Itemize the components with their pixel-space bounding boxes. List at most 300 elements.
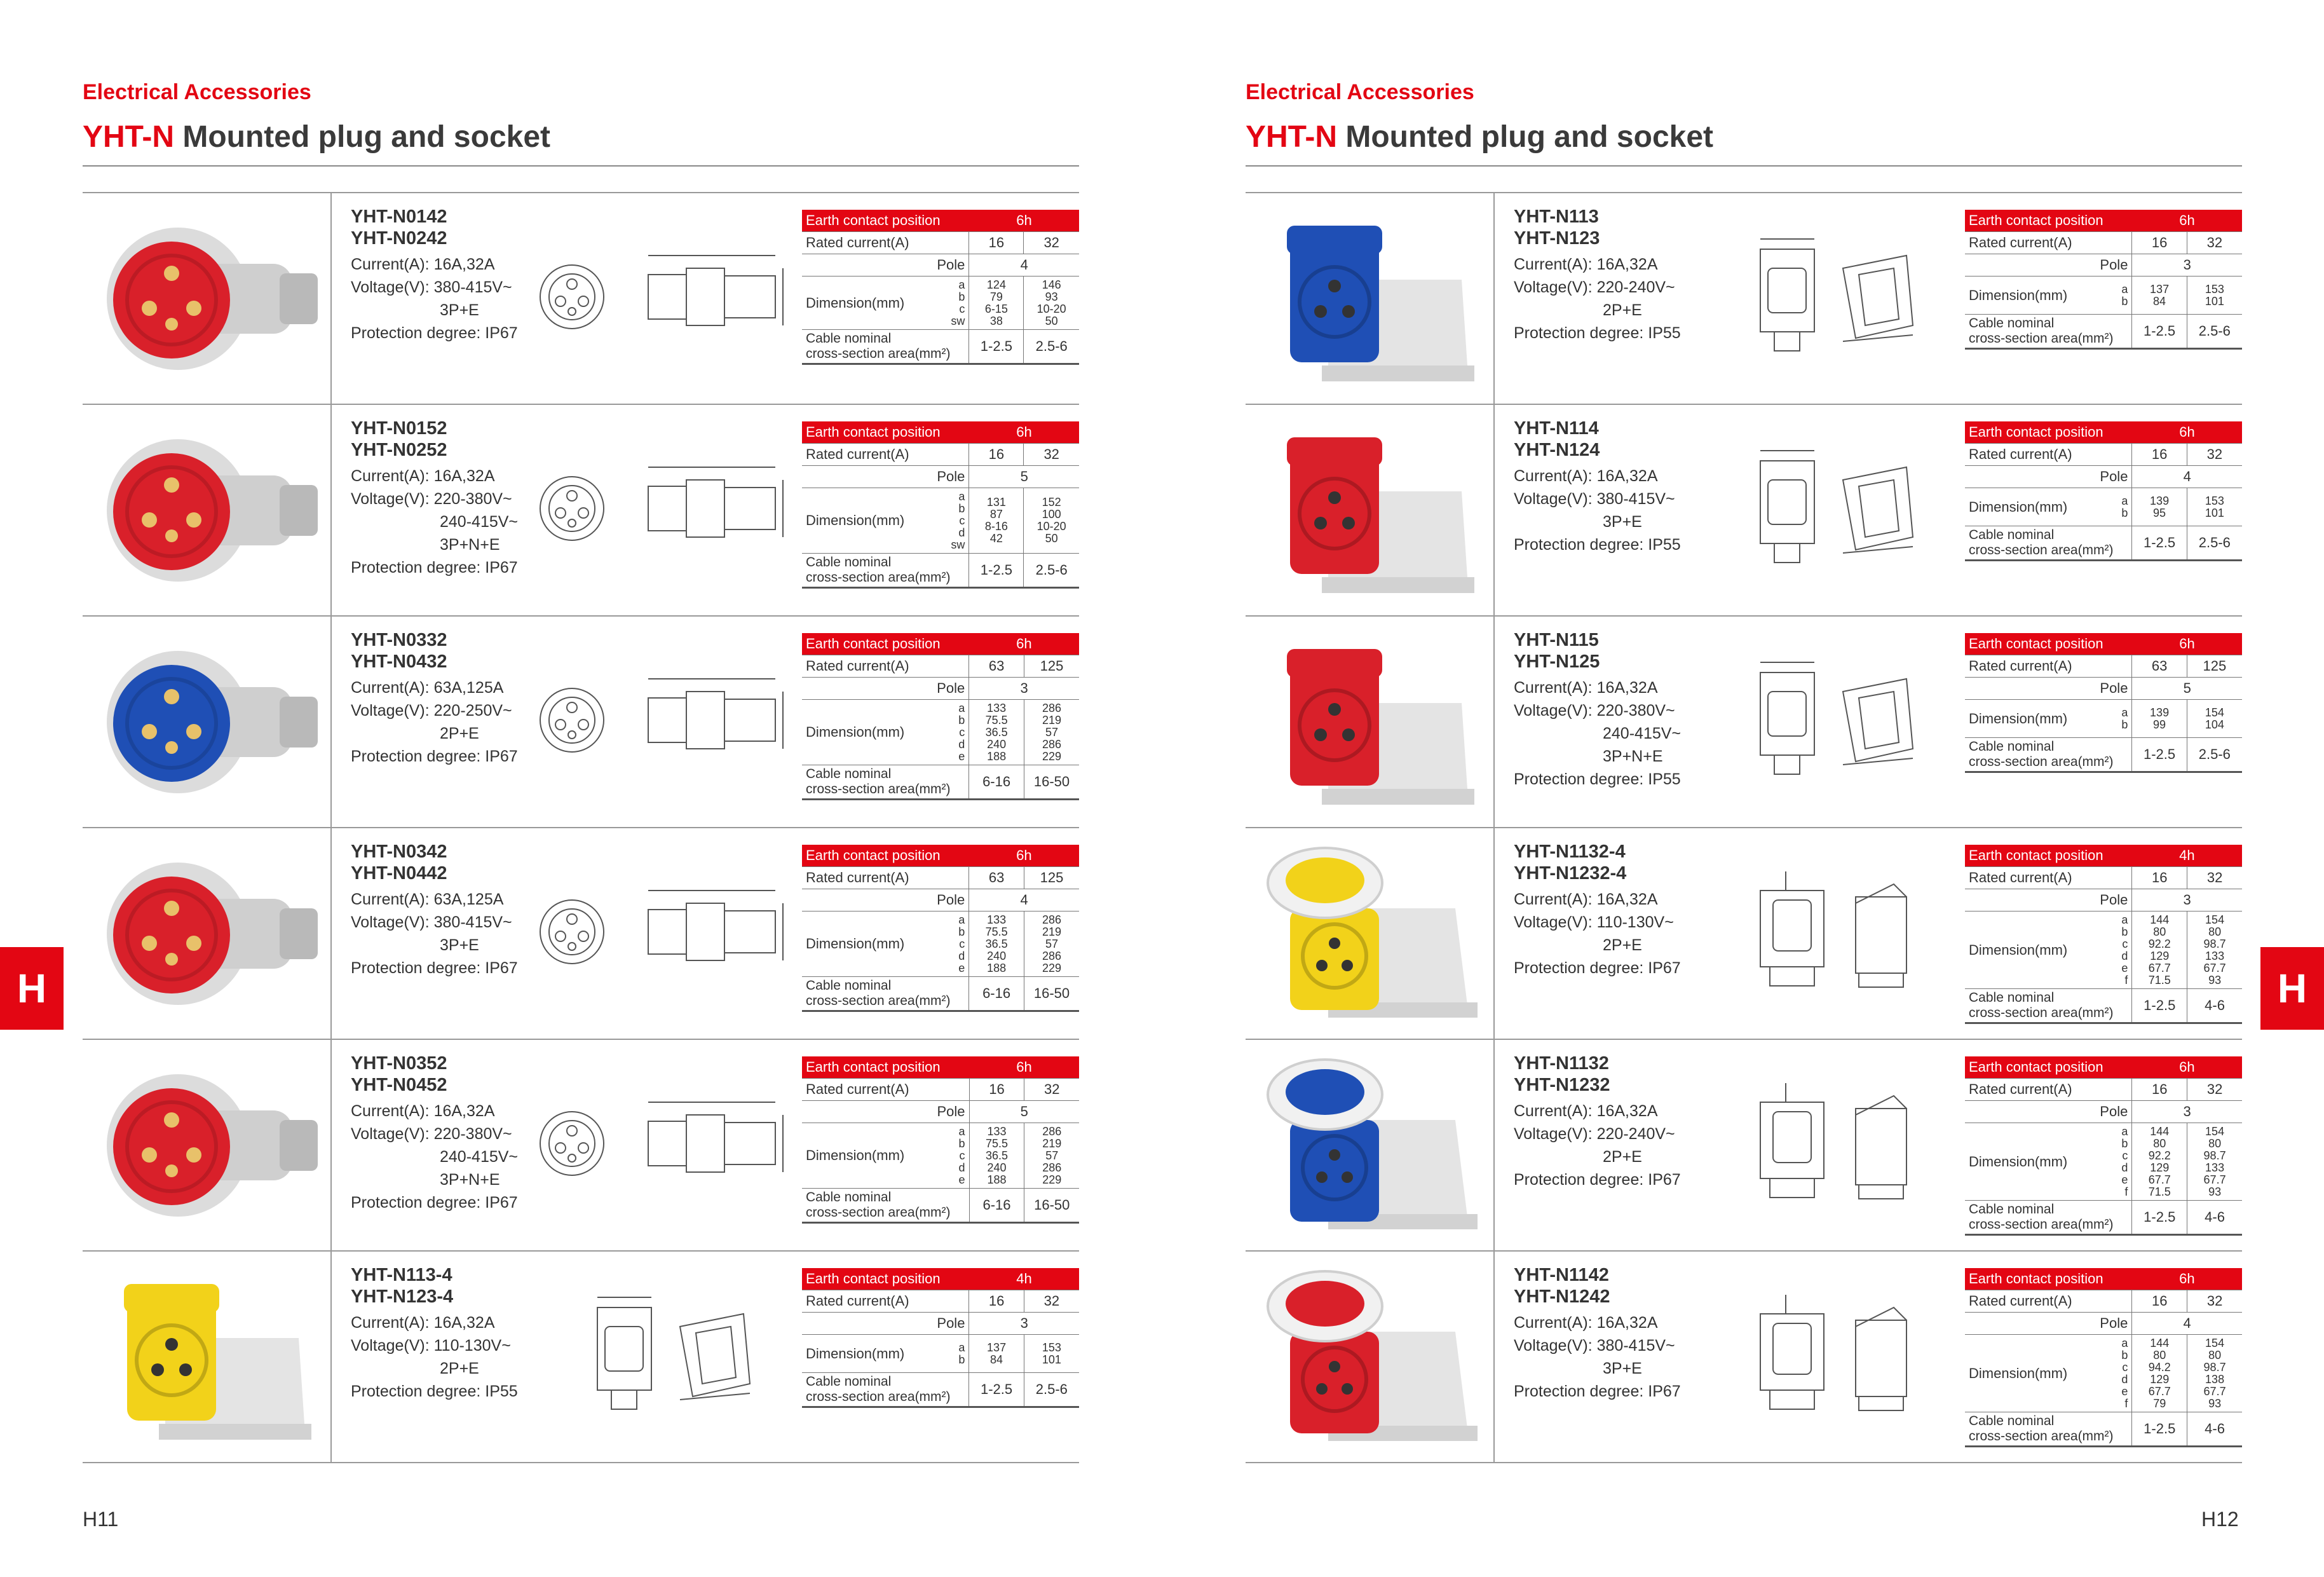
pole-config: 3P+E [1603, 1360, 1642, 1377]
section-tab: H [2260, 947, 2324, 1030]
pole-config: 2P+E [1603, 936, 1642, 954]
voltage-spec: Voltage(V): 220-380V~ [1514, 702, 1675, 720]
earth-value: 6h [969, 421, 1079, 444]
cable-label-2: cross-section area(mm²) [806, 782, 951, 796]
rated-label: Rated current(A) [802, 232, 969, 254]
rated-label: Rated current(A) [802, 1079, 969, 1101]
product-info [351, 418, 561, 579]
cable-value-1: 1-2.5 [2132, 1412, 2187, 1447]
dimension-values-2: 152 100 10-20 50 [1024, 488, 1079, 554]
rated-value-2: 32 [1024, 232, 1079, 254]
dimension-letters: a b c d e f [2096, 1123, 2132, 1201]
dimension-values-1: 144 80 92.2 129 67.7 71.5 [2132, 1123, 2187, 1201]
product-photo [89, 627, 330, 817]
earth-value: 6h [2132, 210, 2242, 232]
product-photo [1252, 1262, 1493, 1452]
pole-value: 5 [2132, 678, 2242, 700]
current-spec: Current(A): 16A,32A [1514, 1102, 1658, 1120]
cable-label-2: cross-section area(mm²) [806, 1205, 951, 1220]
dimension-letters: a b [933, 1335, 969, 1373]
cable-label-1: Cable nominal [1969, 739, 2055, 754]
cable-label-2: cross-section area(mm²) [1969, 1217, 2114, 1232]
cable-label-1: Cable nominal [1969, 316, 2055, 331]
pole-config: 2P+E [440, 1360, 479, 1377]
protection-degree: Protection degree: IP67 [351, 959, 518, 977]
page-title [1246, 119, 1713, 154]
dimension-letters: a b c d e [933, 1123, 969, 1189]
pole-config: 3P+E [440, 936, 479, 954]
dimension-values-1: 133 75.5 36.5 240 188 [969, 911, 1024, 977]
column-divider [1493, 192, 1495, 404]
voltage-spec: Voltage(V): 220-240V~ [1514, 278, 1675, 296]
cable-value-1: 1-2.5 [2132, 526, 2187, 561]
dimension-drawing [534, 236, 788, 354]
dimension-label: Dimension(mm) [802, 911, 933, 977]
row-divider [1246, 404, 2242, 405]
dimension-values-1: 139 95 [2132, 488, 2187, 526]
title-model: YHT-N [1246, 120, 1337, 154]
dimension-drawing [534, 448, 788, 566]
rated-value-2: 125 [1024, 867, 1079, 889]
protection-degree: Protection degree: IP55 [1514, 536, 1681, 554]
dimension-values-1: 137 84 [969, 1335, 1024, 1373]
model-code-1: YHT-N1132-4 [1514, 842, 1626, 862]
earth-label: Earth contact position [1965, 210, 2132, 232]
pole-label: Pole [802, 466, 969, 488]
earth-label: Earth contact position [802, 421, 969, 444]
voltage-spec-2: 240-415V~ [1603, 725, 1682, 742]
column-divider [330, 1250, 332, 1462]
earth-value: 6h [2132, 633, 2242, 655]
voltage-spec: Voltage(V): 220-380V~ [351, 1125, 512, 1143]
cable-label-1: Cable nominal [1969, 990, 2055, 1005]
row-divider [1246, 615, 2242, 617]
column-divider [1493, 1039, 1495, 1250]
dimension-letters: a b [2096, 276, 2132, 315]
dimension-values-1: 144 80 94.2 129 67.7 79 [2132, 1335, 2187, 1412]
model-code-1: YHT-N114 [1514, 418, 1599, 439]
current-spec: Current(A): 16A,32A [351, 467, 495, 485]
page-number: H12 [2201, 1508, 2239, 1531]
voltage-spec-2: 240-415V~ [440, 1148, 519, 1166]
earth-label: Earth contact position [1965, 1268, 2132, 1290]
dimension-label: Dimension(mm) [802, 1335, 933, 1373]
dimension-drawing [534, 1083, 788, 1201]
model-code-1: YHT-N113-4 [351, 1265, 452, 1285]
voltage-spec: Voltage(V): 380-415V~ [1514, 1337, 1675, 1355]
model-code-2: YHT-N0432 [351, 652, 447, 672]
protection-degree: Protection degree: IP67 [351, 324, 518, 342]
current-spec: Current(A): 63A,125A [351, 891, 504, 908]
pole-value: 5 [969, 466, 1079, 488]
cable-value-2: 16-50 [1024, 977, 1079, 1011]
dimension-drawing [585, 1288, 775, 1419]
cable-value-2: 16-50 [1024, 1189, 1079, 1223]
product-info [351, 629, 561, 768]
product-photo [1252, 415, 1493, 606]
earth-label: Earth contact position [802, 845, 969, 867]
cable-value-1: 6-16 [969, 765, 1024, 800]
cable-value-2: 2.5-6 [1024, 330, 1079, 364]
cable-value-1: 1-2.5 [2132, 989, 2187, 1023]
dimension-label: Dimension(mm) [802, 488, 932, 554]
protection-degree: Protection degree: IP67 [351, 559, 518, 577]
cable-value-2: 4-6 [2187, 1201, 2242, 1235]
product-photo [1252, 838, 1493, 1029]
cable-label-2: cross-section area(mm²) [806, 993, 951, 1008]
cable-label-1: Cable nominal [1969, 528, 2055, 542]
model-code-2: YHT-N124 [1514, 440, 1600, 460]
page-right [1162, 0, 2323, 1577]
column-divider [330, 827, 332, 1039]
dimension-values-1: 133 75.5 36.5 240 188 [969, 1123, 1024, 1189]
dimension-drawing [1748, 442, 1938, 572]
earth-label: Earth contact position [802, 633, 969, 655]
rated-label: Rated current(A) [802, 655, 969, 678]
cable-value-1: 6-16 [969, 1189, 1024, 1223]
rated-label: Rated current(A) [802, 444, 969, 466]
product-photo [89, 838, 330, 1029]
page-number: H11 [83, 1508, 119, 1531]
column-divider [1493, 827, 1495, 1039]
cable-value-1: 1-2.5 [969, 1373, 1024, 1407]
model-code-2: YHT-N125 [1514, 652, 1600, 672]
current-spec: Current(A): 63A,125A [351, 679, 504, 697]
earth-value: 4h [969, 1268, 1079, 1290]
rated-value-2: 32 [2187, 1079, 2242, 1101]
earth-label: Earth contact position [802, 1268, 969, 1290]
voltage-spec: Voltage(V): 110-130V~ [351, 1337, 511, 1355]
dimension-values-2: 286 219 57 286 229 [1024, 911, 1079, 977]
rated-label: Rated current(A) [1965, 1079, 2132, 1101]
spec-table [1965, 845, 2242, 1024]
dimension-label: Dimension(mm) [802, 700, 933, 765]
current-spec: Current(A): 16A,32A [351, 1314, 495, 1332]
pole-label: Pole [1965, 889, 2132, 911]
product-info [351, 1053, 561, 1214]
section-tab: H [0, 947, 64, 1030]
row-divider [1246, 1462, 2242, 1463]
dimension-values-1: 137 84 [2132, 276, 2187, 315]
earth-label: Earth contact position [1965, 845, 2132, 867]
dimension-values-2: 153 101 [2187, 488, 2242, 526]
category-label: Electrical Accessories [1246, 80, 1474, 104]
current-spec: Current(A): 16A,32A [351, 256, 495, 273]
voltage-spec: Voltage(V): 380-415V~ [351, 913, 512, 931]
column-divider [330, 404, 332, 615]
dimension-values-2: 146 93 10-20 50 [1024, 276, 1079, 330]
row-divider [1246, 1039, 2242, 1040]
rated-value-2: 32 [2187, 232, 2242, 254]
pole-label: Pole [802, 254, 969, 276]
cable-value-2: 2.5-6 [1024, 1373, 1079, 1407]
rated-value-2: 32 [1024, 1079, 1079, 1101]
current-spec: Current(A): 16A,32A [1514, 467, 1658, 485]
model-code-1: YHT-N115 [1514, 630, 1599, 650]
model-code-2: YHT-N0452 [351, 1075, 447, 1095]
row-divider [83, 615, 1079, 617]
dimension-values-1: 124 79 6-15 38 [969, 276, 1024, 330]
cable-value-2: 2.5-6 [2187, 738, 2242, 772]
earth-label: Earth contact position [1965, 421, 2132, 444]
dimension-letters: a b c d sw [932, 488, 969, 554]
row-divider [83, 1039, 1079, 1040]
earth-value: 6h [969, 633, 1079, 655]
rated-label: Rated current(A) [1965, 444, 2132, 466]
current-spec: Current(A): 16A,32A [1514, 1314, 1658, 1332]
title-text: Mounted plug and socket [182, 120, 551, 154]
cable-value-2: 4-6 [2187, 1412, 2242, 1447]
rated-value-2: 32 [1024, 444, 1079, 466]
dimension-values-2: 153 101 [1024, 1335, 1079, 1373]
earth-label: Earth contact position [802, 1056, 969, 1079]
rated-value-1: 63 [969, 655, 1024, 678]
row-divider [83, 1462, 1079, 1463]
column-divider [1493, 615, 1495, 827]
model-code-1: YHT-N0342 [351, 842, 447, 862]
cable-label-1: Cable nominal [806, 331, 892, 346]
row-divider [1246, 192, 2242, 193]
model-code-2: YHT-N1232 [1514, 1075, 1610, 1095]
model-code-2: YHT-N1232-4 [1514, 863, 1627, 884]
model-code-1: YHT-N113 [1514, 207, 1599, 227]
earth-value: 6h [2132, 1268, 2242, 1290]
cable-label-1: Cable nominal [1969, 1202, 2055, 1217]
rated-value-1: 16 [2132, 1290, 2187, 1313]
spec-table [802, 1056, 1079, 1224]
cable-label-2: cross-section area(mm²) [1969, 1006, 2114, 1020]
rated-label: Rated current(A) [1965, 867, 2132, 889]
dimension-label: Dimension(mm) [1965, 700, 2096, 738]
product-photo [89, 415, 330, 606]
dimension-values-2: 286 219 57 286 229 [1024, 1123, 1079, 1189]
dimension-values-2: 154 80 98.7 133 67.7 93 [2187, 1123, 2242, 1201]
cable-value-1: 1-2.5 [2132, 1201, 2187, 1235]
pole-config: 3P+N+E [440, 536, 500, 554]
cable-label-1: Cable nominal [1969, 1414, 2055, 1428]
product-photo [89, 203, 330, 394]
dimension-label: Dimension(mm) [802, 276, 932, 330]
rated-value-1: 16 [969, 444, 1024, 466]
pole-config: 3P+E [440, 301, 479, 319]
pole-label: Pole [1965, 1101, 2132, 1123]
product-photo [1252, 627, 1493, 817]
cable-value-1: 1-2.5 [2132, 738, 2187, 772]
protection-degree: Protection degree: IP67 [1514, 1171, 1681, 1189]
protection-degree: Protection degree: IP55 [1514, 770, 1681, 788]
page-title [83, 119, 550, 154]
cable-value-2: 2.5-6 [2187, 526, 2242, 561]
earth-value: 6h [969, 210, 1079, 232]
model-code-2: YHT-N1242 [1514, 1287, 1610, 1307]
current-spec: Current(A): 16A,32A [1514, 891, 1658, 908]
voltage-spec: Voltage(V): 110-130V~ [1514, 913, 1674, 931]
model-code-1: YHT-N0142 [351, 207, 447, 227]
earth-value: 6h [2132, 1056, 2242, 1079]
dimension-label: Dimension(mm) [1965, 276, 2096, 315]
rated-value-2: 32 [2187, 867, 2242, 889]
protection-degree: Protection degree: IP67 [1514, 959, 1681, 977]
cable-label-1: Cable nominal [806, 555, 892, 570]
cable-label-1: Cable nominal [806, 978, 892, 993]
dimension-label: Dimension(mm) [1965, 1335, 2096, 1412]
model-code-2: YHT-N0252 [351, 440, 447, 460]
current-spec: Current(A): 16A,32A [1514, 679, 1658, 697]
protection-degree: Protection degree: IP55 [1514, 324, 1681, 342]
pole-value: 3 [2132, 254, 2242, 276]
cable-value-2: 16-50 [1024, 765, 1079, 800]
pole-label: Pole [802, 1101, 969, 1123]
voltage-spec: Voltage(V): 220-380V~ [351, 490, 512, 508]
cable-value-1: 1-2.5 [969, 330, 1024, 364]
pole-label: Pole [802, 1313, 969, 1335]
dimension-letters: a b [2096, 488, 2132, 526]
dimension-values-2: 286 219 57 286 229 [1024, 700, 1079, 765]
model-code-2: YHT-N0242 [351, 228, 447, 249]
pole-label: Pole [1965, 254, 2132, 276]
cable-label-2: cross-section area(mm²) [1969, 1429, 2114, 1444]
current-spec: Current(A): 16A,32A [351, 1102, 495, 1120]
row-divider [1246, 827, 2242, 828]
earth-value: 6h [2132, 421, 2242, 444]
rated-value-2: 125 [2187, 655, 2242, 678]
product-info [351, 206, 561, 345]
protection-degree: Protection degree: IP55 [351, 1382, 518, 1400]
cable-value-1: 6-16 [969, 977, 1024, 1011]
dimension-label: Dimension(mm) [802, 1123, 933, 1189]
pole-label: Pole [1965, 1313, 2132, 1335]
dimension-letters: a b [2096, 700, 2132, 738]
row-divider [83, 827, 1079, 828]
pole-label: Pole [1965, 466, 2132, 488]
current-spec: Current(A): 16A,32A [1514, 256, 1658, 273]
spec-table [802, 1268, 1079, 1408]
rated-value-2: 125 [1024, 655, 1079, 678]
dimension-values-1: 133 75.5 36.5 240 188 [969, 700, 1024, 765]
product-info [1514, 1264, 1723, 1403]
header-rule [83, 165, 1079, 167]
earth-value: 6h [969, 845, 1079, 867]
rated-value-1: 16 [2132, 444, 2187, 466]
product-info [1514, 841, 1723, 980]
dimension-letters: a b c d e [933, 700, 969, 765]
model-code-1: YHT-N0352 [351, 1053, 447, 1074]
dimension-values-2: 153 101 [2187, 276, 2242, 315]
row-divider [83, 192, 1079, 193]
rated-value-1: 16 [969, 232, 1024, 254]
product-info [1514, 1053, 1723, 1191]
pole-config: 2P+E [440, 725, 479, 742]
cable-label-2: cross-section area(mm²) [806, 346, 951, 361]
dimension-label: Dimension(mm) [1965, 911, 2096, 989]
rated-value-2: 32 [2187, 1290, 2242, 1313]
dimension-drawing [1748, 865, 1938, 1002]
dimension-values-2: 154 104 [2187, 700, 2242, 738]
earth-value: 6h [969, 1056, 1079, 1079]
voltage-spec: Voltage(V): 220-250V~ [351, 702, 512, 720]
product-info [1514, 418, 1723, 556]
dimension-drawing [534, 871, 788, 989]
product-photo [89, 1050, 330, 1241]
cable-label-2: cross-section area(mm²) [1969, 543, 2114, 557]
pole-value: 4 [2132, 466, 2242, 488]
row-divider [83, 404, 1079, 405]
pole-value: 3 [969, 1313, 1079, 1335]
category-label: Electrical Accessories [83, 80, 311, 104]
cable-value-1: 1-2.5 [969, 554, 1024, 588]
protection-degree: Protection degree: IP67 [1514, 1382, 1681, 1400]
cable-value-2: 4-6 [2187, 989, 2242, 1023]
voltage-spec: Voltage(V): 220-240V~ [1514, 1125, 1675, 1143]
dimension-letters: a b c d e f [2096, 911, 2132, 989]
voltage-spec-2: 240-415V~ [440, 513, 519, 531]
pole-label: Pole [802, 678, 969, 700]
product-info [351, 841, 561, 980]
column-divider [330, 192, 332, 404]
product-photo [89, 1262, 330, 1452]
dimension-values-1: 144 80 92.2 129 67.7 71.5 [2132, 911, 2187, 989]
cable-label-1: Cable nominal [806, 1190, 892, 1205]
earth-label: Earth contact position [1965, 1056, 2132, 1079]
pole-config: 3P+E [1603, 513, 1642, 531]
spec-table [1965, 1056, 2242, 1236]
spec-table [802, 845, 1079, 1012]
pole-value: 4 [2132, 1313, 2242, 1335]
pole-label: Pole [802, 889, 969, 911]
protection-degree: Protection degree: IP67 [351, 748, 518, 765]
product-photo [1252, 1050, 1493, 1241]
product-info [1514, 206, 1723, 345]
pole-value: 5 [969, 1101, 1079, 1123]
dimension-drawing [1748, 1077, 1938, 1213]
dimension-values-2: 154 80 98.7 133 67.7 93 [2187, 911, 2242, 989]
row-divider [1246, 1250, 2242, 1252]
rated-value-1: 63 [2132, 655, 2187, 678]
rated-label: Rated current(A) [1965, 232, 2132, 254]
rated-label: Rated current(A) [1965, 655, 2132, 678]
earth-label: Earth contact position [1965, 633, 2132, 655]
cable-value-2: 2.5-6 [2187, 315, 2242, 349]
spec-table [1965, 633, 2242, 773]
voltage-spec: Voltage(V): 380-415V~ [351, 278, 512, 296]
rated-value-2: 32 [1024, 1290, 1079, 1313]
protection-degree: Protection degree: IP67 [351, 1194, 518, 1212]
product-info [351, 1264, 561, 1403]
header-rule [1246, 165, 2242, 167]
dimension-values-1: 139 99 [2132, 700, 2187, 738]
dimension-letters: a b c d e [933, 911, 969, 977]
pole-value: 3 [2132, 889, 2242, 911]
model-code-1: YHT-N1142 [1514, 1265, 1609, 1285]
spec-table [802, 633, 1079, 800]
spec-table [1965, 1268, 2242, 1447]
spec-table [802, 421, 1079, 589]
rated-value-1: 16 [2132, 867, 2187, 889]
dimension-drawing [1748, 653, 1938, 784]
earth-label: Earth contact position [802, 210, 969, 232]
dimension-label: Dimension(mm) [1965, 488, 2096, 526]
title-model: YHT-N [83, 120, 174, 154]
rated-value-1: 16 [969, 1290, 1024, 1313]
spec-table [1965, 210, 2242, 350]
cable-label-1: Cable nominal [806, 767, 892, 781]
model-code-1: YHT-N0152 [351, 418, 447, 439]
rated-value-1: 16 [969, 1079, 1024, 1101]
model-code-2: YHT-N123 [1514, 228, 1600, 249]
rated-value-1: 63 [969, 867, 1024, 889]
cable-label-2: cross-section area(mm²) [806, 570, 951, 585]
pole-config: 2P+E [1603, 1148, 1642, 1166]
